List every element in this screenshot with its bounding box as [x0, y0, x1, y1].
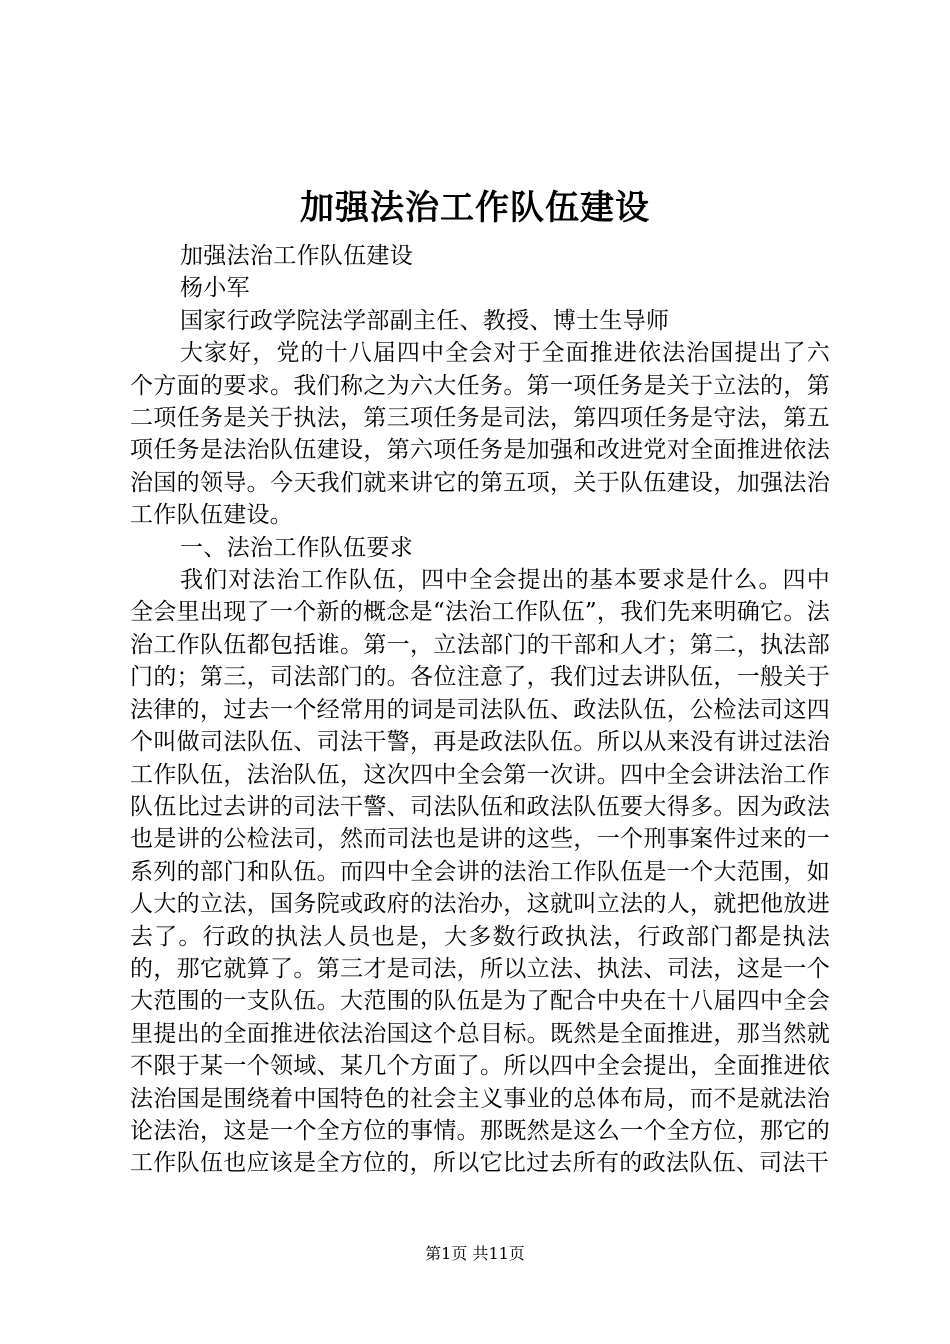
page-footer: 第1页 共11页	[425, 1244, 525, 1263]
subtitle-line: 加强法治工作队伍建设	[180, 243, 413, 269]
document-title: 加强法治工作队伍建设	[300, 188, 650, 228]
document-body	[130, 240, 830, 1180]
section-heading: 一、法治工作队伍要求	[180, 534, 413, 561]
author-name: 杨小军	[180, 275, 250, 302]
body-paragraph: 我们对法治工作队伍，四中全会提出的基本要求是什么。四中全会里出现了一个新的概念是“法治工作队伍”，我们先来明确它。法治工作队伍都包括谁。第一，立法部门的干部和人才；第二，执法部门的；第三，司法部门的。各位注意了，我们过去讲队伍，一般关于法律的，过去一个经常用的词是司法队伍、政法队伍，公检法司这四个叫做司法队伍、司法干警，再是政法队伍。所以从来没有讲过法治工作队伍，法治队伍，这次四中全会第一次讲。四中全会讲法治工作队伍比过去讲的司法干警、司法队伍和政法队伍要大得多。因为政法也是讲的公检法司，然而司法也是讲的这些，一个刑事案件过来的一系列的部门和队伍。而四中全会讲的法治工作队伍是一个大范围，如人大的立法，国务院或政府的法治办，这就叫立法的人，就把他放进去了。行政的执法人员也是，大多数行政执法，行政部门都是执法的，那它就算了。第三才是司法，所以立法、执法、司法，这是一个大范围的一支队伍。大范围的队伍是为了配合中央在十八届四中全会里提出的全面推进依法治国这个总目标。既然是全面推进，那当然就不限于某一个领域、某几个方面了。所以四中全会提出，全面推进依法治国是围绕着中国特色的社会主义事业的总体布局，而不是就法治论法治，这是一个全方位的事情。那既然是这么一个全方位，那它的工作队伍也应该是全方位的，所以它比过去所有的政法队伍、司法干	[130, 567, 830, 1177]
author-affiliation: 国家行政学院法学部副主任、教授、博士生导师	[180, 307, 670, 334]
body-paragraph: 大家好，党的十八届四中全会对于全面推进依法治国提出了六个方面的要求。我们称之为六大任务。第一项任务是关于立法的，第二项任务是关于执法，第三项任务是司法，第四项任务是守法，第五项任务是法治队伍建设，第六项任务是加强和改进党对全面推进依法治国的领导。今天我们就来讲它的第五项，关于队伍建设，加强法治工作队伍建设。	[130, 340, 830, 529]
